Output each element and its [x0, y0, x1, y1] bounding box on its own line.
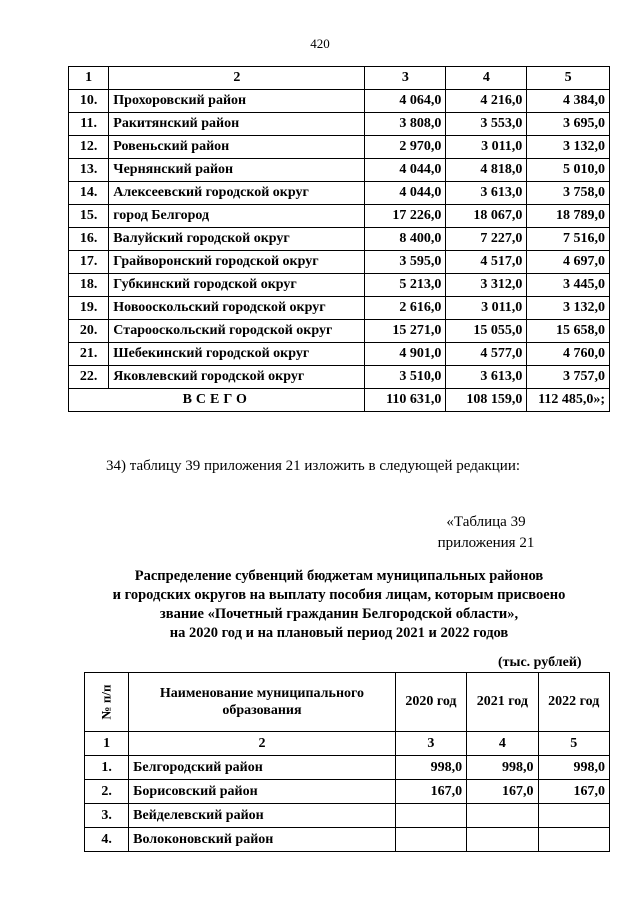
value-2020: 5 213,0 [365, 274, 446, 297]
table-reference-line: «Таблица 39 [446, 514, 526, 530]
header-name [129, 673, 396, 732]
value-2022: 3 445,0 [527, 274, 610, 297]
row-number: 14. [69, 182, 109, 205]
table-row [69, 320, 610, 343]
value-2022 [538, 828, 609, 852]
amendment-paragraph: 34) таблицу 39 приложения 21 изложить в следующей редакции: [106, 458, 521, 474]
row-number: 11. [69, 113, 109, 136]
units-label: (тыс. рублей) [498, 655, 582, 670]
total-2021: 108 159,0 [446, 389, 527, 412]
column-number: 4 [467, 732, 538, 756]
title-line: Распределение субвенций бюджетам муниципальных районов [134, 568, 544, 584]
municipality-name: Губкинский городской округ [109, 274, 365, 297]
table-row [85, 804, 610, 828]
value-2020: 2 616,0 [365, 297, 446, 320]
municipality-name: Валуйский городской округ [109, 228, 365, 251]
value-2021: 4 577,0 [446, 343, 527, 366]
value-2021: 3 011,0 [446, 297, 527, 320]
row-number: 10. [69, 90, 109, 113]
total-2022: 112 485,0»; [527, 389, 610, 412]
value-2021: 3 553,0 [446, 113, 527, 136]
table-row [69, 136, 610, 159]
municipality-name: Борисовский район [129, 780, 396, 804]
table-row [69, 251, 610, 274]
municipality-name: Прохоровский район [109, 90, 365, 113]
value-2022: 3 758,0 [527, 182, 610, 205]
total-row [69, 389, 610, 412]
column-number: 3 [365, 67, 446, 90]
value-2021: 3 613,0 [446, 182, 527, 205]
total-2020: 110 631,0 [365, 389, 446, 412]
subvention-table-continued [68, 66, 610, 412]
table-row [85, 780, 610, 804]
row-number: 1. [85, 756, 129, 780]
table-header-row [69, 67, 610, 90]
row-number: 16. [69, 228, 109, 251]
row-number: 19. [69, 297, 109, 320]
table-row [69, 182, 610, 205]
header-name-line: образования [222, 703, 302, 718]
value-2020: 8 400,0 [365, 228, 446, 251]
value-2021 [467, 828, 538, 852]
value-2022: 4 697,0 [527, 251, 610, 274]
value-2020 [395, 804, 466, 828]
title-line: и городских округов на выплату пособия лицам, которым присвоено [112, 587, 566, 603]
value-2022: 3 695,0 [527, 113, 610, 136]
column-number: 2 [109, 67, 365, 90]
value-2021: 7 227,0 [446, 228, 527, 251]
value-2022: 3 132,0 [527, 136, 610, 159]
value-2021: 4 216,0 [446, 90, 527, 113]
municipality-name: Шебекинский городской округ [109, 343, 365, 366]
value-2021: 167,0 [467, 780, 538, 804]
table-row [69, 228, 610, 251]
header-2021: 2021 год [467, 673, 538, 732]
column-number-row [85, 732, 610, 756]
page-number: 420 [310, 36, 330, 51]
value-2021 [467, 804, 538, 828]
row-number: 17. [69, 251, 109, 274]
value-2021: 3 613,0 [446, 366, 527, 389]
value-2021: 998,0 [467, 756, 538, 780]
table-row [69, 205, 610, 228]
title-line: звание «Почетный гражданин Белгородской области», [159, 606, 519, 622]
value-2020: 3 510,0 [365, 366, 446, 389]
table-title [68, 567, 610, 643]
row-number: 15. [69, 205, 109, 228]
value-2022: 18 789,0 [527, 205, 610, 228]
header-name-line: Наименование муниципального [159, 686, 365, 701]
value-2020: 4 064,0 [365, 90, 446, 113]
value-2020 [395, 828, 466, 852]
table-reference [420, 512, 552, 554]
value-2022: 4 384,0 [527, 90, 610, 113]
header-2020: 2020 год [395, 673, 466, 732]
value-2022: 5 010,0 [527, 159, 610, 182]
title-line: на 2020 год и на плановый период 2021 и 2022 годов [169, 625, 509, 641]
column-number: 4 [446, 67, 527, 90]
table-row [69, 274, 610, 297]
table-row [69, 159, 610, 182]
value-2021: 15 055,0 [446, 320, 527, 343]
row-number: 21. [69, 343, 109, 366]
value-2022: 3 132,0 [527, 297, 610, 320]
column-number: 1 [69, 67, 109, 90]
value-2022 [538, 804, 609, 828]
municipality-name: Ракитянский район [109, 113, 365, 136]
municipality-name: Грайворонский городской округ [109, 251, 365, 274]
value-2021: 4 517,0 [446, 251, 527, 274]
table-row [69, 113, 610, 136]
table-row [85, 756, 610, 780]
value-2022: 15 658,0 [527, 320, 610, 343]
municipality-name: Яковлевский городской округ [109, 366, 365, 389]
value-2020: 15 271,0 [365, 320, 446, 343]
value-2020: 4 901,0 [365, 343, 446, 366]
municipality-name: Новооскольский городской округ [109, 297, 365, 320]
municipality-name: город Белгород [109, 205, 365, 228]
row-number: 3. [85, 804, 129, 828]
header-2022: 2022 год [538, 673, 609, 732]
value-2020: 998,0 [395, 756, 466, 780]
table-reference-line: приложения 21 [437, 535, 535, 551]
municipality-name: Алексеевский городской округ [109, 182, 365, 205]
value-2022: 4 760,0 [527, 343, 610, 366]
value-2022: 3 757,0 [527, 366, 610, 389]
value-2021: 4 818,0 [446, 159, 527, 182]
table-header-row [85, 673, 610, 732]
value-2020: 2 970,0 [365, 136, 446, 159]
table-row [69, 343, 610, 366]
municipality-name: Чернянский район [109, 159, 365, 182]
value-2020: 4 044,0 [365, 159, 446, 182]
column-number: 2 [129, 732, 396, 756]
value-2020: 167,0 [395, 780, 466, 804]
table-row [69, 297, 610, 320]
municipality-name: Волоконовский район [129, 828, 396, 852]
table-row [85, 828, 610, 852]
municipality-name: Белгородский район [129, 756, 396, 780]
column-number: 5 [538, 732, 609, 756]
row-number: 12. [69, 136, 109, 159]
municipality-name: Старооскольский городской округ [109, 320, 365, 343]
value-2022: 167,0 [538, 780, 609, 804]
value-2020: 4 044,0 [365, 182, 446, 205]
value-2021: 18 067,0 [446, 205, 527, 228]
value-2022: 998,0 [538, 756, 609, 780]
column-number: 5 [527, 67, 610, 90]
municipality-name: Ровеньский район [109, 136, 365, 159]
column-number: 3 [395, 732, 466, 756]
value-2020: 3 595,0 [365, 251, 446, 274]
value-2022: 7 516,0 [527, 228, 610, 251]
column-number: 1 [85, 732, 129, 756]
table-row [69, 90, 610, 113]
municipality-name: Вейделевский район [129, 804, 396, 828]
value-2020: 17 226,0 [365, 205, 446, 228]
row-number: 4. [85, 828, 129, 852]
value-2020: 3 808,0 [365, 113, 446, 136]
row-number: 13. [69, 159, 109, 182]
header-number [85, 673, 129, 732]
subvention-table-39 [84, 672, 610, 852]
row-number: 20. [69, 320, 109, 343]
total-label: ВСЕГО [69, 389, 365, 412]
row-number: 2. [85, 780, 129, 804]
row-number: 18. [69, 274, 109, 297]
row-number: 22. [69, 366, 109, 389]
value-2021: 3 312,0 [446, 274, 527, 297]
table-row [69, 366, 610, 389]
header-number-text: № п/п [98, 684, 114, 719]
value-2021: 3 011,0 [446, 136, 527, 159]
